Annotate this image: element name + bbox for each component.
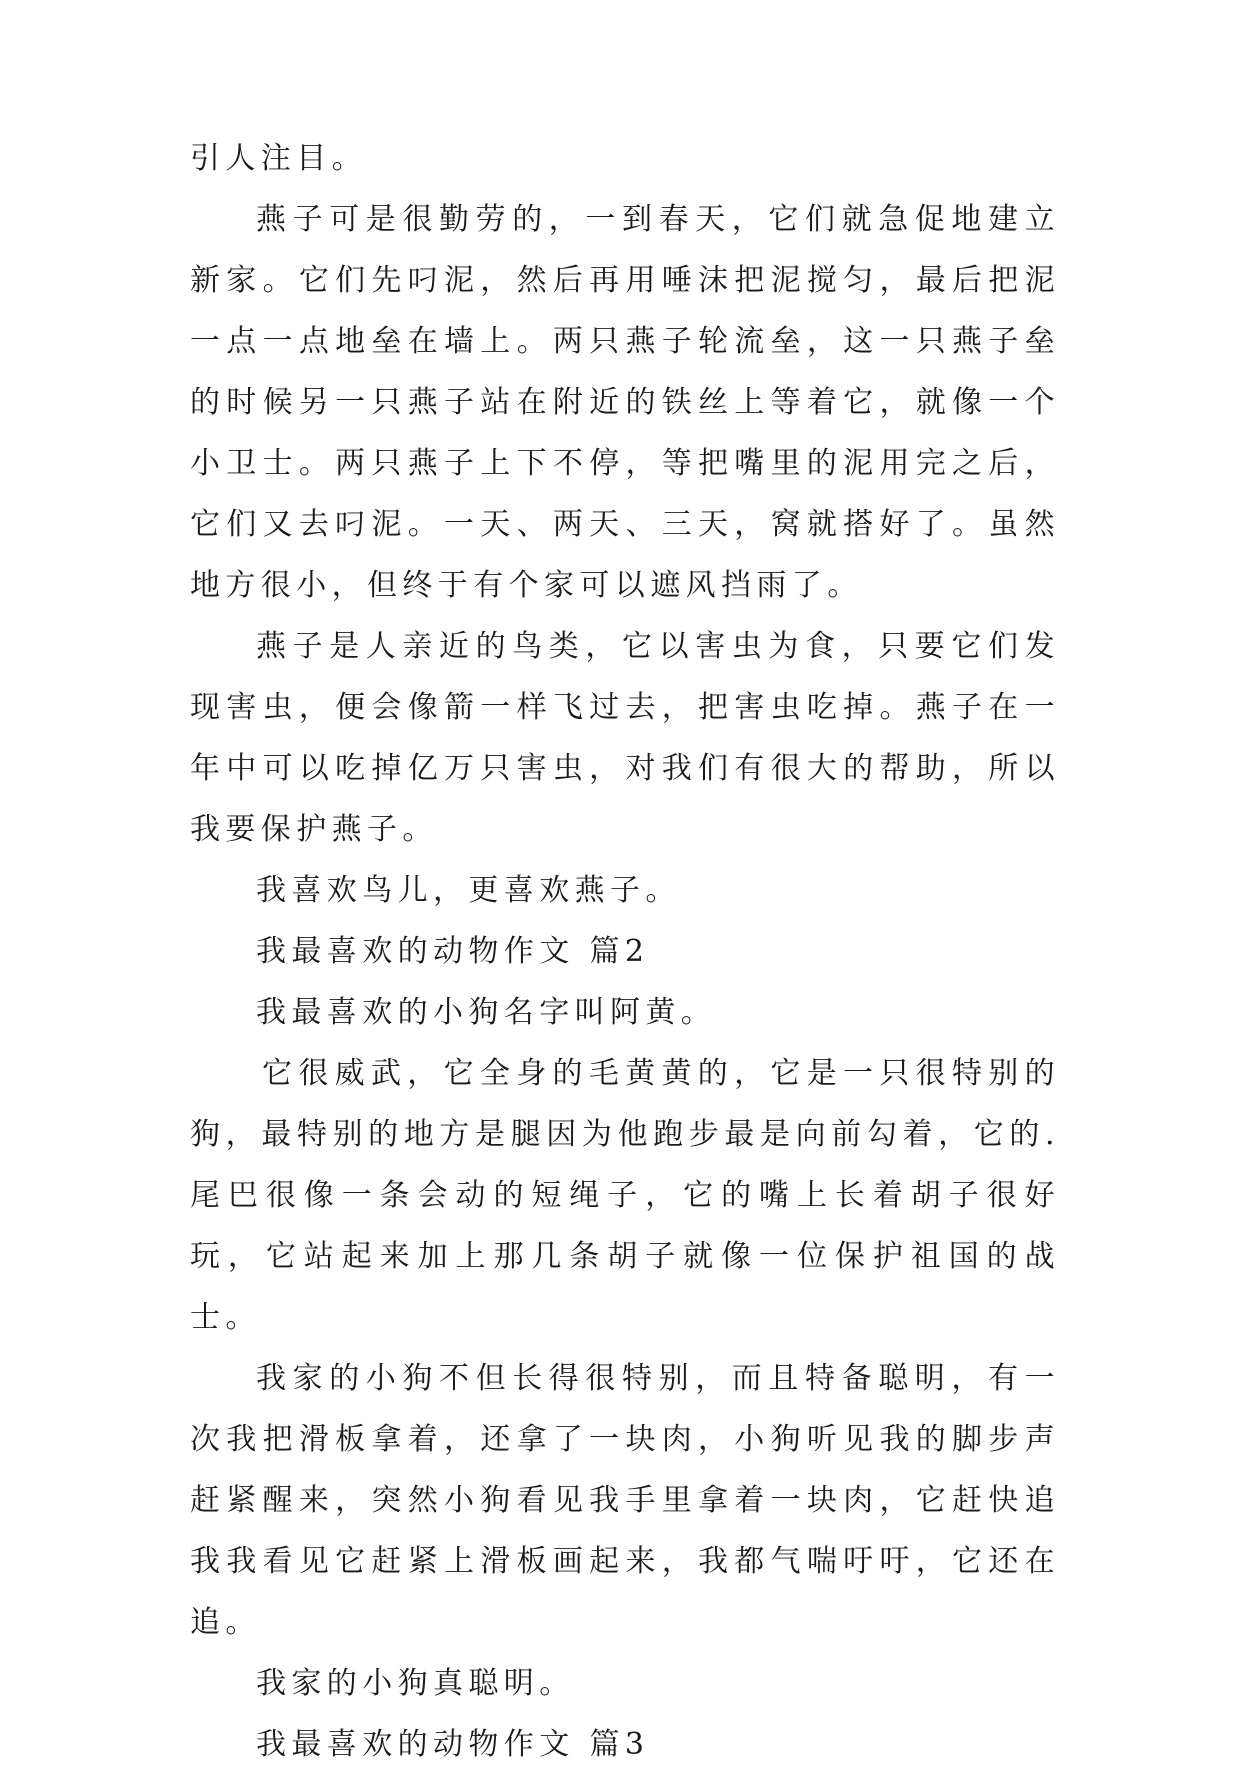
section-heading-2: 我最喜欢的动物作文 篇2 [256,934,650,969]
essay-body [190,128,1060,1775]
paragraph-dog-story: 我家的小狗不但长得很特别，而且特备聪明，有一次我把滑板拿着，还拿了一块肉，小狗听见我的脚步声赶紧醒来，突然小狗看见我手里拿着一块肉，它赶快追我我看见它赶紧上滑板画起来，我都气喘吁吁，它还在追。 [190,1361,1060,1640]
section-heading-3: 我最喜欢的动物作文 篇3 [256,1727,650,1762]
paragraph-dog-name: 我最喜欢的小狗名字叫阿黄。 [256,995,717,1030]
paragraph-swallow-benefit: 燕子是人亲近的鸟类，它以害虫为食，只要它们发现害虫，便会像箭一样飞过去，把害虫吃掉。燕子在一年中可以吃掉亿万只害虫，对我们有很大的帮助，所以我要保护燕子。 [190,629,1060,847]
paragraph-dog-appearance: 它很威武，它全身的毛黄黄的，它是一只很特别的狗，最特别的地方是腿因为他跑步最是向前勾着，它的.尾巴很像一条会动的短绳子，它的嘴上长着胡子很好玩，它站起来加上那几条胡子就像一位保护祖国的战士。 [190,1056,1060,1335]
paragraph-dog-conclusion: 我家的小狗真聪明。 [256,1666,575,1701]
paragraph-swallow-nest: 燕子可是很勤劳的，一到春天，它们就急促地建立新家。它们先叼泥，然后再用唾沫把泥搅匀，最后把泥一点一点地垒在墙上。两只燕子轮流垒，这一只燕子垒的时候另一只燕子站在附近的铁丝上等着它，就像一个小卫士。两只燕子上下不停，等把嘴里的泥用完之后，它们又去叼泥。一天、两天、三天，窝就搭好了。虽然地方很小，但终于有个家可以遮风挡雨了。 [190,202,1060,603]
paragraph-swallow-conclusion: 我喜欢鸟儿，更喜欢燕子。 [256,873,681,908]
paragraph-continuation: 引人注目。 [190,141,367,176]
